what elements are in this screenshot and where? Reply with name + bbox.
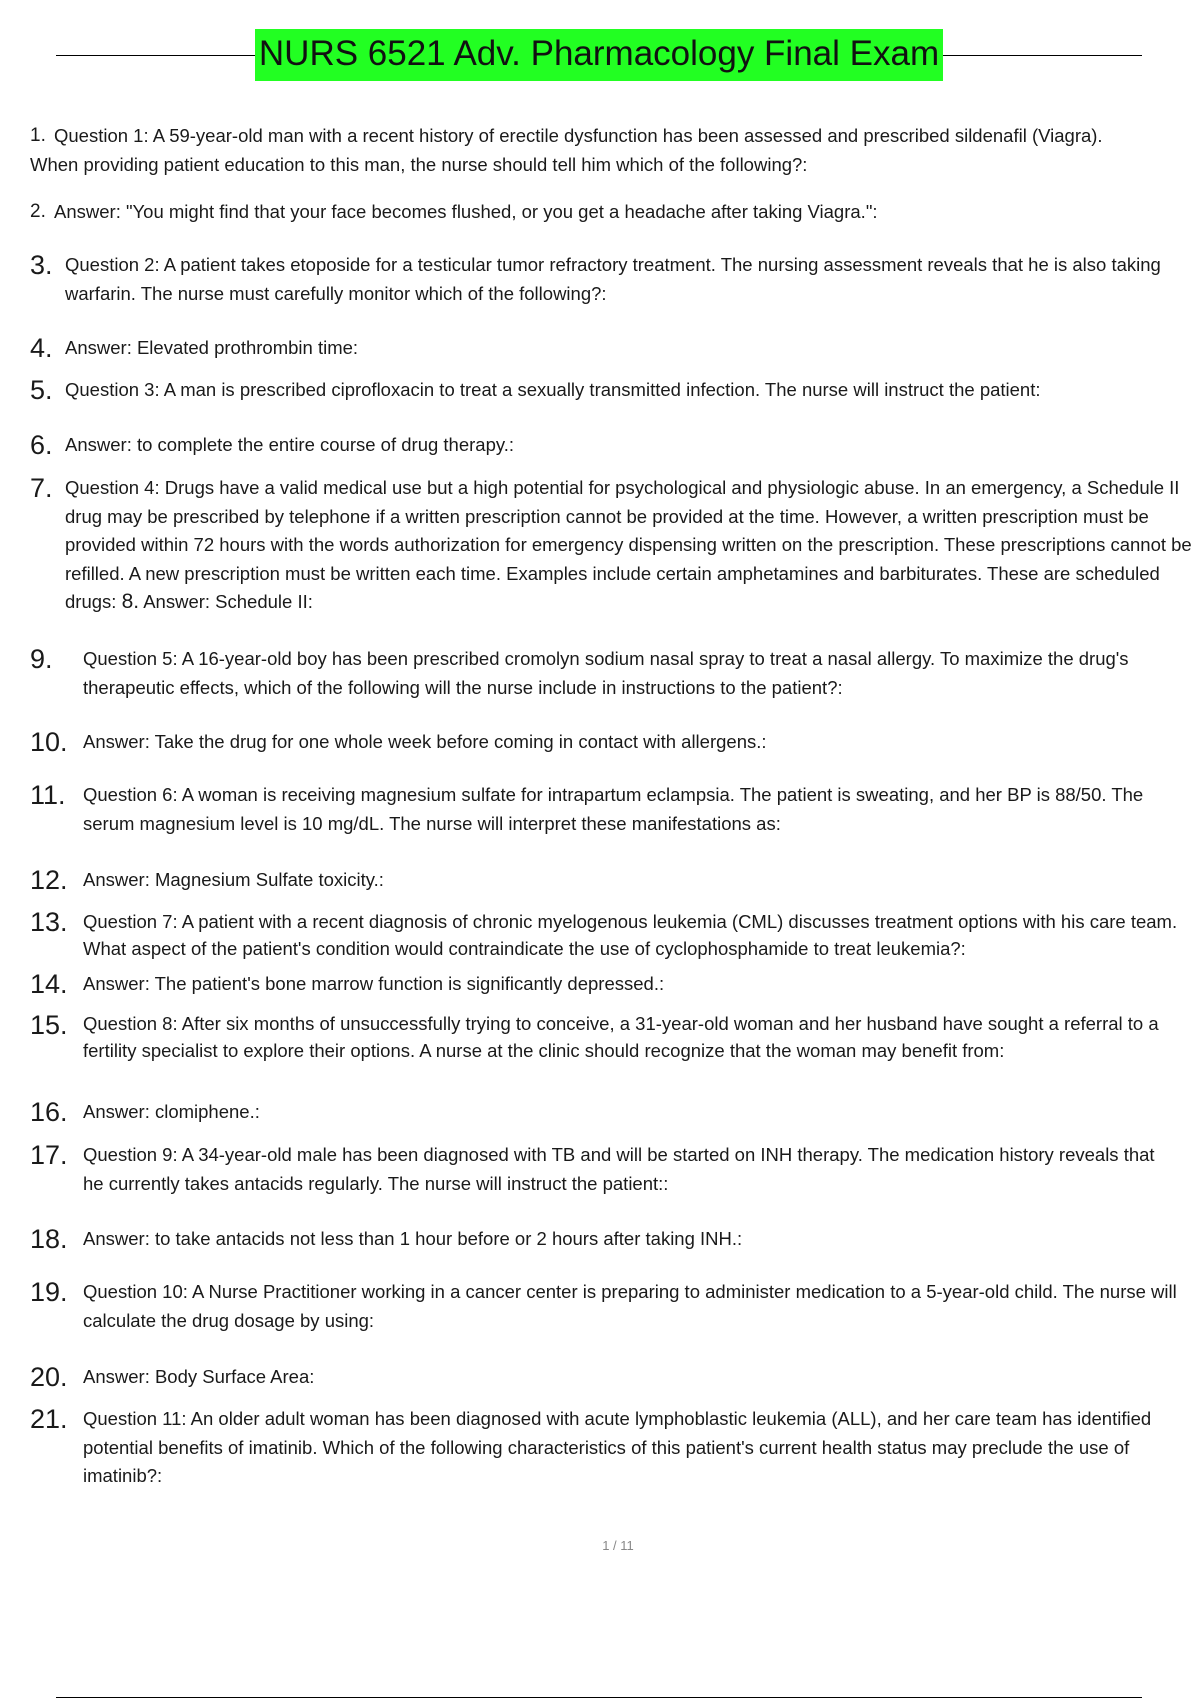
list-item	[0, 1363, 1200, 1392]
footer-rule	[56, 1697, 1142, 1698]
item-text: Question 5: A 16-year-old boy has been prescribed cromolyn sodium nasal spray to treat a nasal allergy. To maximize the drug's therapeutic effects, which of the following will the nurse include in instructions to the patient?:	[83, 648, 1129, 698]
item-number: 14.	[30, 969, 68, 999]
item-number: 21.	[30, 1404, 68, 1434]
item-text: Answer: "You might find that your face becomes flushed, or you get a headache after taking Viagra.":	[54, 201, 878, 222]
page-indicator: 1 / 11	[602, 1538, 634, 1553]
title-rule-right	[943, 55, 1142, 56]
item-text: Question 8: After six months of unsuccessfully trying to conceive, a 31-year-old woman and her husband have sought a referral to a fertility specialist to explore their options. A nurse at the clinic should recognize that the woman may benefit from:	[83, 1013, 1159, 1061]
item-text: Question 7: A patient with a recent diagnosis of chronic myelogenous leukemia (CML) discusses treatment options with his care team. What aspect of the patient's condition would contraindicate the use of cyclophosphamide to treat leukemia?:	[83, 911, 1178, 959]
document-title: NURS 6521 Adv. Pharmacology Final Exam	[255, 29, 943, 81]
list-item	[0, 1011, 1200, 1064]
item-text: Question 10: A Nurse Practitioner working in a cancer center is preparing to administer medication to a 5-year-old child. The nurse will calculate the drug dosage by using:	[83, 1281, 1177, 1331]
list-item	[0, 431, 1200, 460]
item-number: 4.	[30, 333, 53, 363]
item-text: Answer: to take antacids not less than 1 hour before or 2 hours after taking INH.:	[83, 1228, 743, 1249]
item-text: Question 1: A 59-year-old man with a recent history of erectile dysfunction has been assessed and prescribed sildenafil (Viagra). When providing patient education to this man, the nurse should tell him which of the following?:	[30, 125, 1103, 175]
item-number: 2.	[30, 201, 46, 222]
item-text: Question 9: A 34-year-old male has been diagnosed with TB and will be started on INH therapy. The medication history reveals that he currently takes antacids regularly. The nurse will instruct the patient::	[83, 1144, 1155, 1194]
list-item	[0, 908, 1200, 962]
item-number: 10.	[30, 727, 68, 757]
item-text: Answer: Elevated prothrombin time:	[65, 337, 359, 358]
item-number: 13.	[30, 907, 68, 937]
list-item	[0, 1098, 1200, 1127]
item-number: 12.	[30, 865, 68, 895]
item-text: Answer: Take the drug for one whole week before coming in contact with allergens.:	[83, 731, 767, 752]
item-number: 1.	[30, 125, 46, 146]
inline-item-text: Answer: Schedule II:	[143, 591, 313, 612]
item-number: 18.	[30, 1224, 68, 1254]
item-text: Question 4: Drugs have a valid medical use but a high potential for psychological and physiologic abuse. In an emergency, a Schedule II drug may be prescribed by telephone if a written prescription cannot be provided at the time. However, a written prescription must be provided within 72 hours with the words authorization for emergency dispensing written on the prescription. These prescriptions cannot be refilled. A new prescription must be written each time. Examples include certain amphetamines and barbiturates. These are scheduled drugs:	[65, 477, 1192, 612]
item-number: 19.	[30, 1277, 68, 1307]
list-item	[0, 251, 1200, 308]
list-item	[0, 866, 1200, 895]
list-item	[0, 474, 1200, 617]
list-item	[0, 1141, 1200, 1198]
item-text: Answer: The patient's bone marrow function is significantly depressed.:	[83, 973, 665, 994]
item-number: 7.	[30, 473, 53, 503]
item-text-block	[65, 474, 1193, 617]
item-number: 6.	[30, 430, 53, 460]
item-text: Answer: clomiphene.:	[83, 1101, 260, 1122]
title-row	[56, 26, 1142, 84]
item-text: Answer: Body Surface Area:	[83, 1366, 315, 1387]
title-rule-left	[56, 55, 255, 56]
list-item	[0, 1278, 1200, 1335]
list-item	[0, 122, 1200, 179]
list-item	[0, 1405, 1200, 1491]
list-item	[0, 376, 1200, 405]
item-number: 3.	[30, 250, 53, 280]
list-item	[0, 198, 1200, 227]
item-number: 5.	[30, 375, 53, 405]
item-number: 16.	[30, 1097, 68, 1127]
item-text: Answer: Magnesium Sulfate toxicity.:	[83, 869, 384, 890]
list-item	[0, 645, 1200, 702]
item-number: 9.	[30, 644, 53, 674]
item-number: 11.	[30, 780, 66, 810]
item-number: 20.	[30, 1362, 68, 1392]
list-item	[0, 970, 1200, 999]
list-item	[0, 334, 1200, 363]
item-text: Answer: to complete the entire course of drug therapy.:	[65, 434, 515, 455]
inline-item-number: 8.	[121, 590, 140, 613]
item-text: Question 11: An older adult woman has been diagnosed with acute lymphoblastic leukemia (ALL), and her care team has identified potential benefits of imatinib. Which of the following characteristics of this patient's current health status may preclude the use of imatinib?:	[83, 1408, 1152, 1486]
list-item	[0, 1225, 1200, 1254]
item-text: Question 6: A woman is receiving magnesium sulfate for intrapartum eclampsia. The patient is sweating, and her BP is 88/50. The serum magnesium level is 10 mg/dL. The nurse will interpret these manifestations as:	[83, 784, 1144, 834]
item-text: Question 2: A patient takes etoposide for a testicular tumor refractory treatment. The nursing assessment reveals that he is also taking warfarin. The nurse must carefully monitor which of the following?:	[65, 254, 1161, 304]
item-text: Question 3: A man is prescribed ciprofloxacin to treat a sexually transmitted infection. The nurse will instruct the patient:	[65, 379, 1041, 400]
list-item	[0, 781, 1200, 838]
item-number: 15.	[30, 1010, 68, 1040]
list-item	[0, 728, 1200, 757]
item-number: 17.	[30, 1140, 68, 1170]
